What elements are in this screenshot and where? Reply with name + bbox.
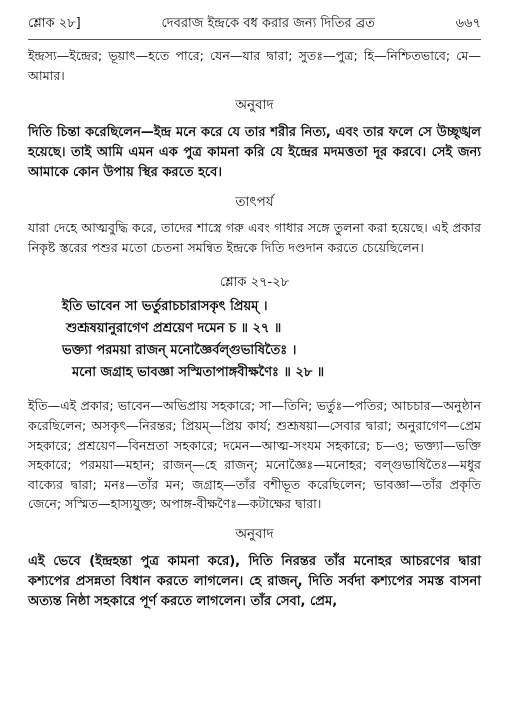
header-chapter-title: দেবরাজ ইন্দ্রকে বধ করার জন্য দিতির ব্রত [161, 16, 375, 31]
verse-title: শ্লোক ২৭-২৮ [219, 275, 290, 291]
verse-line: ইতি ভাবেন সা ভর্তুরাচচারাসকৃৎ প্রিয়ম্ । [62, 299, 268, 315]
synonyms-verse: ইতি—এই প্রকার; ভাবেন—অভিপ্রায় সহকারে; সা—তিনি; ভর্তুঃ—পতির; আচচার—অনুষ্ঠান করেছিলেন; অসকৃৎ—নিরন্তর; প্রিয়ম্—প্রিয় কার্য; শুশ্রূষয়া—সেবার দ্বারা; অনুরাগেণ—প্রেম সহকারে; প্রশ্রয়েণ—বিনম্রতা সহকারে; দমেন—আত্ম-সংযম সহকারে; চ—ও; ভক্ত্যা—ভক্তি সহকারে; পরময়া—মহান; রাজন্—হে রাজন্; মনোজ্ঞৈঃ—মনোহর; বল্গুভাষিতৈঃ—মধুর বাক্যের দ্বারা; মনঃ—তাঁর মন; জগ্রাহ—তাঁর বশীভূত করেছিলেন; ভাবজ্ঞা—তাঁর প্রকৃতি জেনে; সস্মিত—হাস্যযুক্ত; অপাঙ্গ-বীক্ষণৈঃ—কটাক্ষের দ্বারা। [28, 398, 481, 512]
verse-block [28, 296, 481, 384]
translation-text-2: এই ভেবে (ইন্দ্রহন্তা পুত্র কামনা করে), দিতি নিরন্তর তাঁর মনোহর আচরণের দ্বারা কশ্যপের প্রসন্নতা বিধান করতে লাগলেন। হে রাজন্, দিতি সর্বদা কশ্যপের সমস্ত বাসনা অত্যন্ত নিষ্ঠা সহকারে পূর্ণ করতে লাগলেন। তাঁর সেবা, প্রেম, [28, 553, 481, 609]
translation-heading-2: অনুবাদ [235, 525, 274, 542]
translation-heading: অনুবাদ [235, 97, 274, 114]
header-verse-ref: শ্লোক ২৮] [28, 16, 81, 31]
purport-text: যারা দেহে আত্মবুদ্ধি করে, তাদের শাস্ত্রে গরু এবং গাধার সঙ্গে তুলনা করা হয়েছে। এই প্রকার নিকৃষ্ট স্তরের পশুর মতো চেতনা সমন্বিত ইন্দ্রকে দিতি দণ্ডদান করতে চেয়েছিলেন। [28, 220, 481, 255]
verse-line: ভক্ত্যা পরময়া রাজন্ মনোজ্ঞৈর্বল্গুভাষিতৈঃ । [62, 343, 297, 359]
synonyms-top: ইন্দ্রস্য—ইন্দ্রের; ভূয়াৎ—হতে পারে; যেন—যার দ্বারা; সুতঃ—পুত্র; হি—নিশ্চিতভাবে; মে—আমার। [28, 48, 481, 83]
translation-text: দিতি চিন্তা করেছিলেন—ইন্দ্র মনে করে যে তার শরীর নিত্য, এবং তার ফলে সে উচ্ছৃঙ্খল হয়েছে। তাই আমি এমন এক পুত্র কামনা করি যে ইন্দ্রের মদমত্ততা দূর করবে। সেই জন্য আমাকে কোন উপায় স্থির করতে হবে। [28, 125, 481, 181]
verse-line: মনো জগ্রাহ ভাবজ্ঞা সস্মিতাপাঙ্গবীক্ষণৈঃ ॥ ২৮ ॥ [72, 365, 325, 381]
page-number: ৬৬৭ [455, 16, 481, 31]
running-header [28, 14, 481, 40]
purport-heading: তাৎপর্য [235, 194, 274, 211]
verse-line: শুশ্রূষয়ানুরাগেণ প্রশ্রয়েণ দমেন চ ॥ ২৭ ॥ [66, 321, 282, 337]
